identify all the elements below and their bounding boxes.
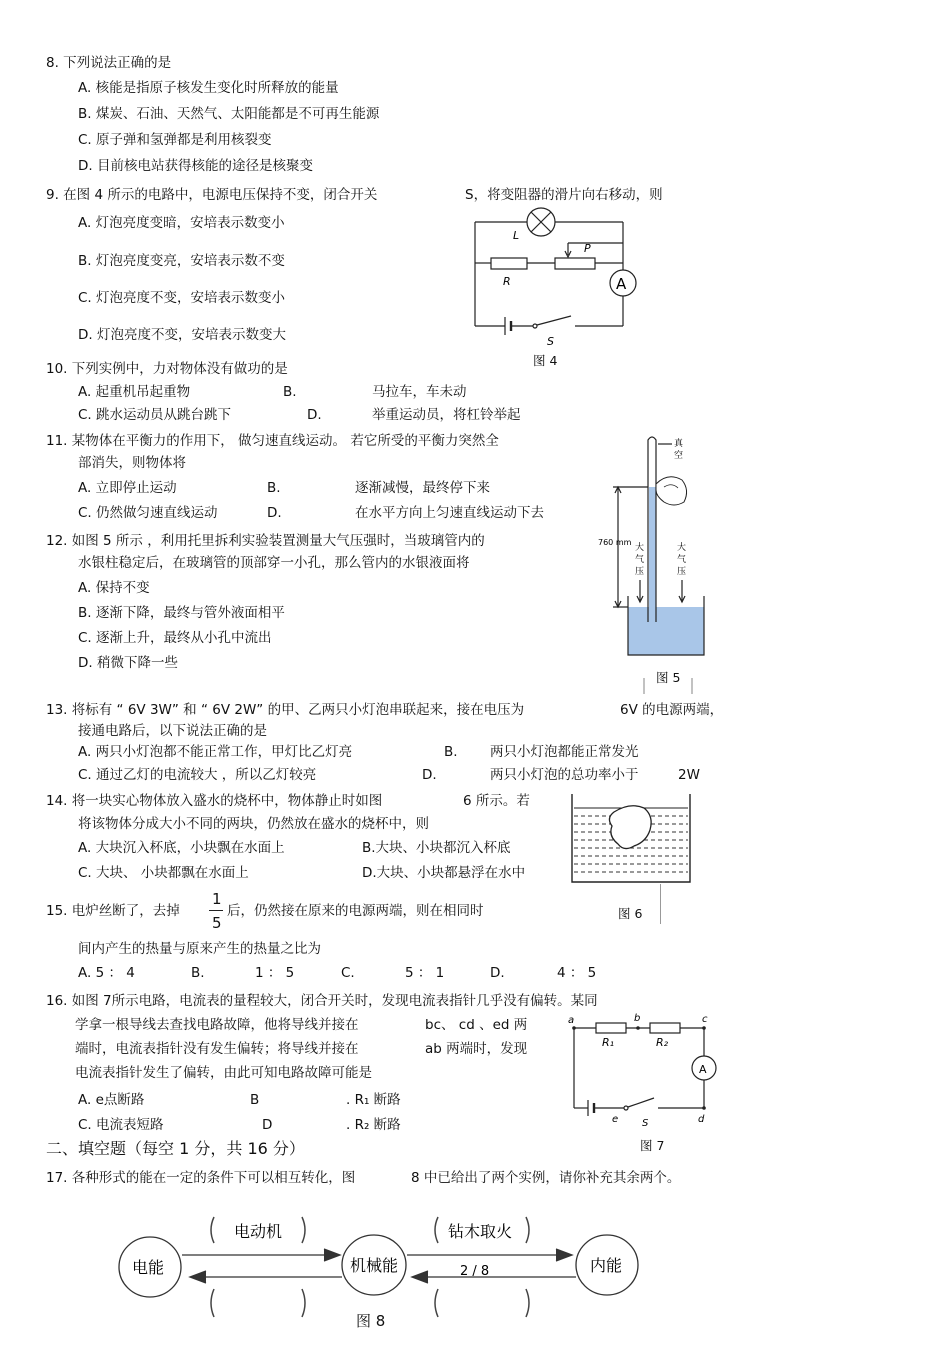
q16-option-a: A. e点断路 <box>78 1092 145 1108</box>
q10-stem: 10. 下列实例中，力对物体没有做功的是 <box>46 361 288 377</box>
q10-option-b: 马拉车，车未动 <box>372 384 467 400</box>
q13-option-b-label: B. <box>444 744 458 760</box>
figure-6-beaker <box>568 790 693 890</box>
q17-stem: 17. 各种形式的能在一定的条件下可以相互转化，图 <box>46 1170 356 1186</box>
figure-7-circuit <box>562 1012 722 1152</box>
fig4-label-r: R <box>503 275 511 288</box>
q16-option-b-label: B <box>250 1092 260 1108</box>
q16-line-2: 学拿一根导线去查找电路故障，他将导线并接在 <box>75 1017 359 1033</box>
q12-stem-2: 水银柱稳定后，在玻璃管的顶部穿一小孔，那么管内的水银液面将 <box>78 555 470 571</box>
q15-option-a: A. 5 ： 4 <box>78 965 135 981</box>
q15-stem-2: 间内产生的热量与原来产生的热量之比为 <box>78 941 321 957</box>
figure-7-caption: 图 7 <box>640 1138 665 1153</box>
energy-node-internal: 内能 <box>590 1256 623 1275</box>
q9-stem: 9. 在图 4 所示的电路中，电源电压保持不变，闭合开关 <box>46 187 378 203</box>
q9-option-c: C. 灯泡亮度不变，安培表示数变小 <box>78 290 286 306</box>
q13-option-b: 两只小灯泡都能正常发光 <box>490 744 639 760</box>
fig7-label-a: a <box>568 1015 575 1026</box>
q16-option-d-label: D <box>262 1117 273 1133</box>
figure-6-border <box>660 884 661 924</box>
q10-option-b-label: B. <box>283 384 297 400</box>
q9-option-b: B. 灯泡亮度变亮，安培表示数不变 <box>78 253 285 269</box>
q13-option-a: A. 两只小灯泡都不能正常工作，甲灯比乙灯亮 <box>78 744 353 760</box>
fig5-label-vacuum <box>674 437 684 461</box>
q9-option-d: D. 灯泡亮度不变，安培表示数变大 <box>78 327 286 343</box>
q15-fraction-denominator: 5 <box>212 914 222 932</box>
q14-option-b: B.大块、小块都沉入杯底 <box>362 840 511 856</box>
q14-stem: 14. 将一块实心物体放入盛水的烧杯中，物体静止时如图 <box>46 793 383 809</box>
q15-stem-tail: 后，仍然接在原来的电源两端，则在相同时 <box>227 903 484 919</box>
figure-4-caption: 图 4 <box>533 353 558 368</box>
q13-option-d-tail: 2W <box>678 767 700 783</box>
energy-label-motor: 电动机 <box>234 1222 283 1241</box>
q13-stem: 13. 将标有 “ 6V 3W” 和 “ 6V 2W” 的甲、乙两只小灯泡串联起来，接在电压为 <box>46 702 525 718</box>
q10-option-d: 举重运动员，将杠铃举起 <box>372 407 521 423</box>
fig7-label-c: c <box>702 1014 708 1025</box>
q14-stem-2: 将该物体分成大小不同的两块，仍然放在盛水的烧杯中，则 <box>78 816 429 832</box>
fig5-label-height: 760 mm <box>598 538 632 547</box>
figure-4-circuit <box>465 203 645 368</box>
q11-option-c: C. 仍然做匀速直线运动 <box>78 505 218 521</box>
q8-option-c: C. 原子弹和氢弹都是利用核裂变 <box>78 132 272 148</box>
q8-option-d: D. 目前核电站获得核能的途径是核聚变 <box>78 158 313 174</box>
fig5-vacuum-bottom: 空 <box>674 451 684 461</box>
q11-option-d: 在水平方向上匀速直线运动下去 <box>355 505 544 521</box>
fig7-label-r2: R₂ <box>656 1036 669 1049</box>
fig4-label-s: S <box>547 335 554 348</box>
q16-stem: 16. 如图 7所示电路，电流表的量程较大，闭合开关时，发现电流表指针几乎没有偏转。某同 <box>46 993 598 1009</box>
q11-stem-2: 部消失，则物体将 <box>78 455 186 471</box>
fig4-ammeter-label: A <box>616 275 627 293</box>
q11-stem: 11. 某物体在平衡力的作用下， 做匀速直线运动。 若它所受的平衡力突然全 <box>46 433 499 449</box>
q10-option-a: A. 起重机吊起重物 <box>78 384 191 400</box>
q11-option-a: A. 立即停止运动 <box>78 480 177 496</box>
q12-option-a: A. 保持不变 <box>78 580 150 596</box>
q14-option-d: D.大块、小块都悬浮在水中 <box>362 865 526 881</box>
q16-line-4: 电流表指针发生了偏转，由此可知电路故障可能是 <box>75 1065 372 1081</box>
fig7-label-r1: R₁ <box>602 1036 615 1049</box>
q13-stem-2: 接通电路后，以下说法正确的是 <box>78 723 267 739</box>
figure-8-energy-diagram <box>110 1205 670 1330</box>
q12-stem: 12. 如图 5 所示 ，利用托里拆利实验装置测量大气压强时，当玻璃管内的 <box>46 533 485 549</box>
fig4-label-l: L <box>513 229 520 242</box>
fig7-label-s: S <box>642 1118 649 1129</box>
energy-label-drilling-fire: 钻木取火 <box>448 1222 513 1241</box>
q13-option-c: C. 通过乙灯的电流较大 ，所以乙灯较亮 <box>78 767 317 783</box>
q9-stem-2: S，将变阻器的滑片向右移动，则 <box>465 187 663 203</box>
q15-option-d-label: D. <box>490 965 505 981</box>
q15-option-d: 4 ： 5 <box>557 965 597 981</box>
q16-option-b: . R₁ 断路 <box>346 1092 401 1108</box>
q15-option-b: 1 ： 5 <box>255 965 295 981</box>
q10-option-d-label: D. <box>307 407 322 423</box>
q15-stem: 15. 电炉丝断了，去掉 <box>46 903 180 919</box>
q12-option-d: D. 稍微下降一些 <box>78 655 178 671</box>
q12-option-c: C. 逐渐上升，最终从小孔中流出 <box>78 630 272 646</box>
fig7-label-d: d <box>698 1114 705 1125</box>
q16-option-c: C. 电流表短路 <box>78 1117 164 1133</box>
q16-option-d: . R₂ 断路 <box>346 1117 401 1133</box>
q8-option-b: B. 煤炭、石油、天然气、太阳能都是不可再生能源 <box>78 106 380 122</box>
q11-option-b-label: B. <box>267 480 281 496</box>
fig5-vacuum-top: 真 <box>674 439 684 449</box>
q11-option-b: 逐渐减慢，最终停下来 <box>355 480 490 496</box>
q14-stem-tail: 6 所示。若 <box>463 793 530 809</box>
energy-node-electric: 电能 <box>132 1258 165 1277</box>
figure-5-caption: 图 5 <box>656 670 681 685</box>
q8-option-a: A. 核能是指原子核发生变化时所释放的能量 <box>78 80 339 96</box>
q14-option-a: A. 大块沉入杯底，小块飘在水面上 <box>78 840 285 856</box>
q13-option-d-label: D. <box>422 767 437 783</box>
q16-line-3: 端时，电流表指针没有发生偏转；将导线并接在 <box>75 1041 359 1057</box>
q10-option-c: C. 跳水运动员从跳台跳下 <box>78 407 232 423</box>
q17-stem-tail: 8 中已给出了两个实例，请你补充其余两个。 <box>411 1170 681 1186</box>
q11-option-d-label: D. <box>267 505 282 521</box>
q13-option-d: 两只小灯泡的总功率小于 <box>490 767 639 783</box>
energy-node-mechanical: 机械能 <box>350 1256 399 1275</box>
q15-fraction-numerator: 1 <box>212 890 222 908</box>
q8-stem: 8. 下列说法正确的是 <box>46 55 172 71</box>
figure-6-caption: 图 6 <box>618 906 643 921</box>
fig7-ammeter-label: A <box>699 1063 707 1076</box>
q9-option-a: A. 灯泡亮度变暗，安培表示数变小 <box>78 215 285 231</box>
fig5-label-atm2: 大气压 <box>677 543 687 577</box>
figure-5-torricelli <box>598 432 713 694</box>
figure-8-caption: 图 8 <box>356 1312 386 1330</box>
section-2-title: 二、填空题（每空 1 分，共 16 分） <box>46 1139 305 1158</box>
q16-line-3-tail: ab 两端时，发现 <box>425 1041 528 1057</box>
fig7-label-e: e <box>612 1114 619 1125</box>
q12-option-b: B. 逐渐下降，最终与管外液面相平 <box>78 605 285 621</box>
page-number: 2 / 8 <box>460 1264 490 1279</box>
q15-option-c-label: C. <box>341 965 355 981</box>
fig7-label-b: b <box>634 1013 641 1024</box>
q15-option-b-label: B. <box>191 965 205 981</box>
q15-option-c: 5 ： 1 <box>405 965 445 981</box>
q16-line-2-tail: bc、 cd 、ed 两 <box>425 1017 528 1033</box>
fig4-label-p: P <box>584 242 591 255</box>
q15-fraction-bar <box>209 910 223 911</box>
q13-stem-tail: 6V 的电源两端， <box>620 702 724 718</box>
q14-option-c: C. 大块、 小块都飘在水面上 <box>78 865 249 881</box>
fig5-label-atm1: 大气压 <box>635 543 645 577</box>
